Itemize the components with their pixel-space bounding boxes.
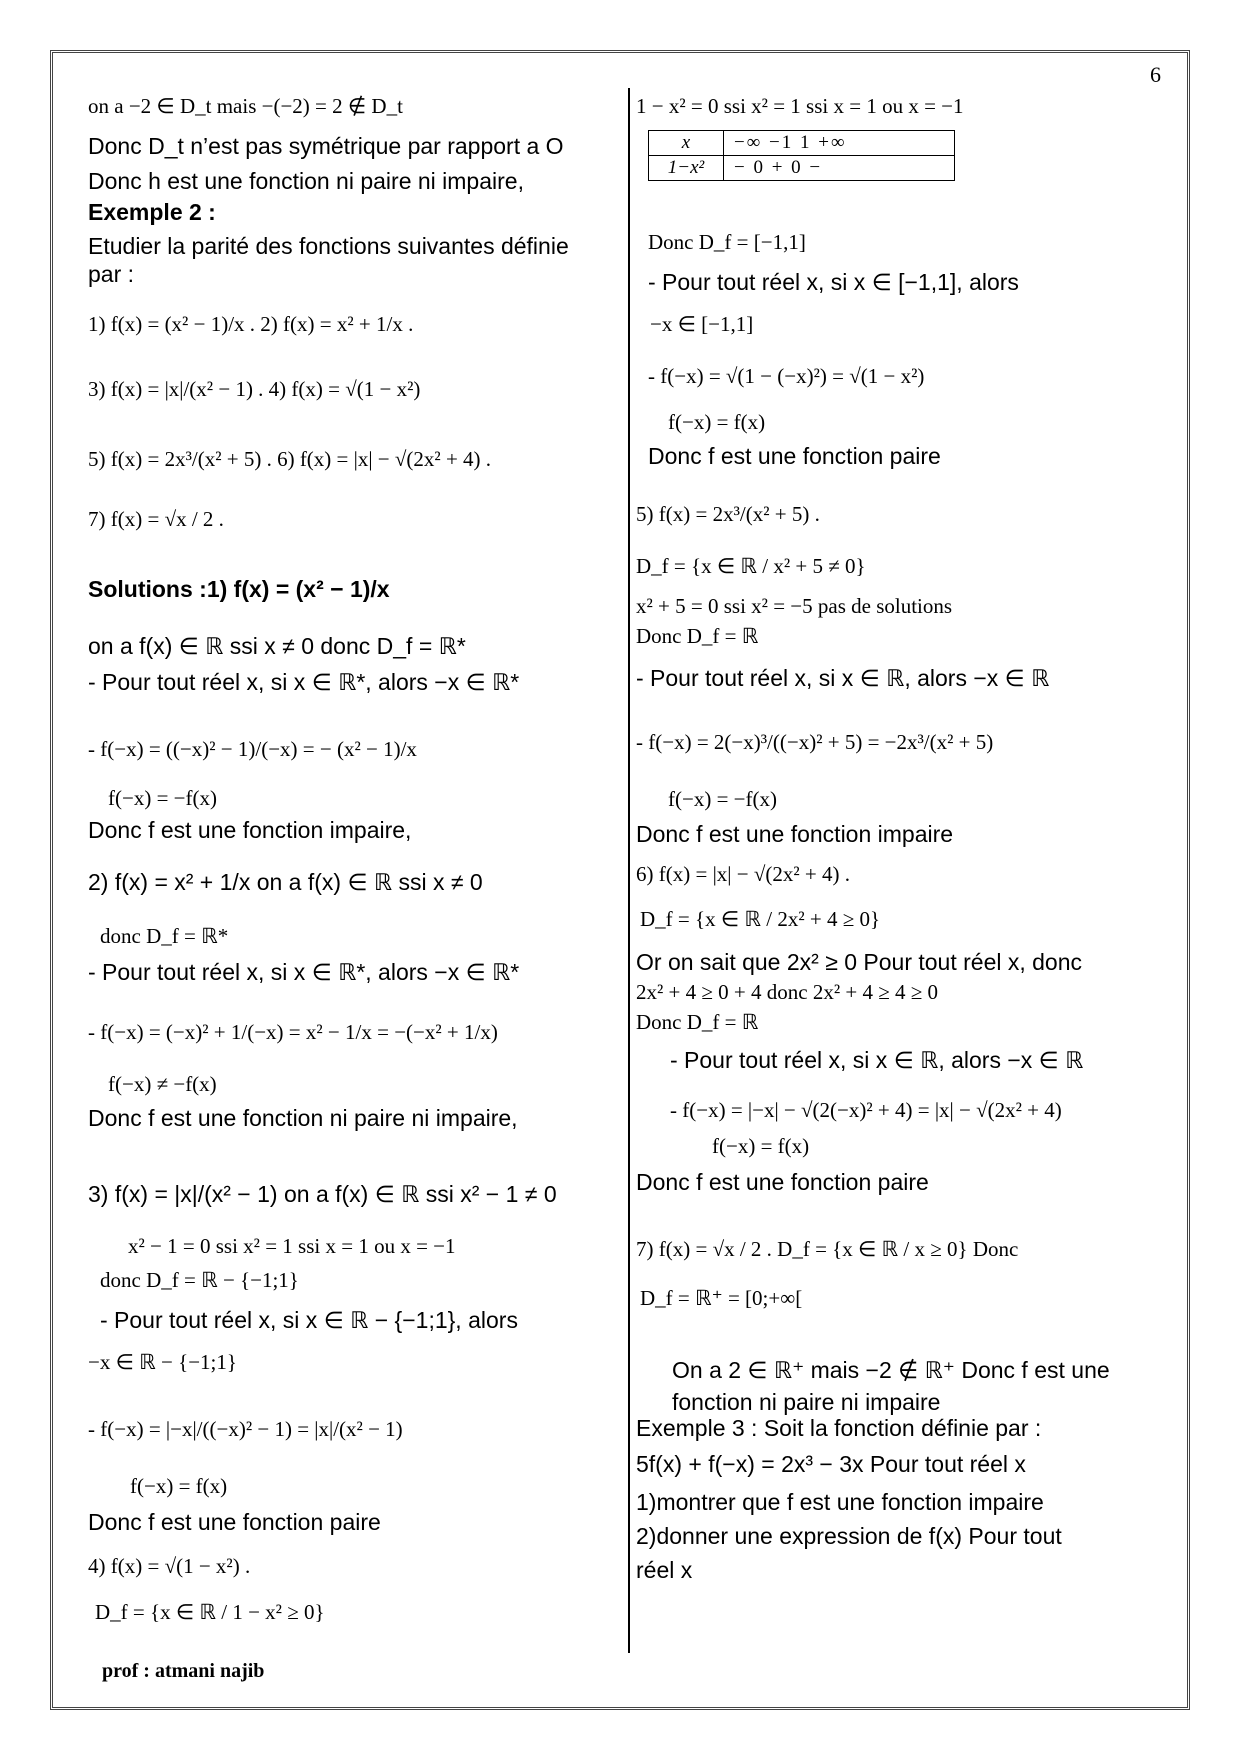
formula-line: donc D_f = ℝ* — [100, 924, 229, 948]
text-line: - Pour tout réel x, si x ∈ ℝ − {−1;1}, alors — [100, 1307, 518, 1333]
formula-line: f(−x) = f(x) — [130, 1474, 228, 1498]
formula-line: D_f = {x ∈ ℝ / 1 − x² ≥ 0} — [95, 1600, 325, 1624]
text-line: Donc f est une fonction paire — [88, 1509, 381, 1535]
formula-line: −x ∈ [−1,1] — [650, 312, 754, 336]
formula-line: 7) f(x) = √x / 2 . — [88, 507, 224, 531]
text-line: Donc f est une fonction ni paire ni impaire, — [88, 1105, 518, 1131]
formula-line: - f(−x) = |−x| − √(2(−x)² + 4) = |x| − √(2x² + 4) — [670, 1098, 1062, 1122]
text-line: on a f(x) ∈ ℝ ssi x ≠ 0 donc D_f = ℝ* — [88, 633, 466, 659]
text-line: - Pour tout réel x, si x ∈ ℝ*, alors −x ∈ ℝ* — [88, 669, 520, 695]
column-divider — [628, 88, 630, 1653]
formula-line: 1) f(x) = (x² − 1)/x . 2) f(x) = x² + 1/x . — [88, 312, 414, 336]
section-heading-line: Exemple 3 : Soit la fonction définie par : — [636, 1415, 1042, 1441]
formula-line: Donc D_f = [−1,1] — [648, 230, 806, 254]
sign-table — [648, 130, 955, 181]
text-line: On a 2 ∈ ℝ⁺ mais −2 ∉ ℝ⁺ Donc f est une — [672, 1357, 1110, 1383]
formula-line: 1 − x² = 0 ssi x² = 1 ssi x = 1 ou x = −1 — [636, 94, 964, 118]
formula-line: f(−x) = −f(x) — [668, 787, 777, 811]
text-line: - Pour tout réel x, si x ∈ ℝ, alors −x ∈ ℝ — [670, 1047, 1084, 1073]
text-line: fonction ni paire ni impaire — [672, 1389, 941, 1415]
formula-line: - f(−x) = √(1 − (−x)²) = √(1 − x²) — [648, 364, 925, 388]
formula-line: 6) f(x) = |x| − √(2x² + 4) . — [636, 862, 850, 886]
text-line: Donc f est une fonction impaire — [636, 821, 954, 847]
text-line: 5f(x) + f(−x) = 2x³ − 3x Pour tout réel x — [636, 1451, 1026, 1477]
text-line: - Pour tout réel x, si x ∈ ℝ*, alors −x ∈ ℝ* — [88, 959, 520, 985]
formula-line: 4) f(x) = √(1 − x²) . — [88, 1554, 251, 1578]
sign-table-signs: − 0 + 0 − — [724, 156, 955, 181]
formula-line: x² + 5 = 0 ssi x² = −5 pas de solutions — [636, 594, 953, 618]
formula-line: f(−x) = −f(x) — [108, 786, 217, 810]
text-line: Donc D_t n’est pas symétrique par rapport a O — [88, 133, 564, 159]
text-line: - Pour tout réel x, si x ∈ [−1,1], alors — [648, 269, 1019, 295]
sign-table-values: −∞ −1 1 +∞ — [724, 131, 955, 156]
formula-line: - f(−x) = 2(−x)³/((−x)² + 5) = −2x³/(x² + 5) — [636, 730, 994, 754]
formula-line: D_f = {x ∈ ℝ / x² + 5 ≠ 0} — [636, 554, 866, 578]
text-line: 2) f(x) = x² + 1/x on a f(x) ∈ ℝ ssi x ≠ 0 — [88, 869, 483, 895]
formula-line: D_f = {x ∈ ℝ / 2x² + 4 ≥ 0} — [640, 907, 881, 931]
formula-line: Donc D_f = ℝ — [636, 1010, 759, 1034]
formula-line: Donc D_f = ℝ — [636, 624, 759, 648]
text-line: Donc f est une fonction paire — [636, 1169, 929, 1195]
section-heading: Exemple 2 : — [88, 199, 216, 225]
section-heading: Solutions :1) f(x) = (x² − 1)/x — [88, 576, 390, 602]
text-line: - Pour tout réel x, si x ∈ ℝ, alors −x ∈ ℝ — [636, 665, 1050, 691]
formula-line: f(−x) ≠ −f(x) — [108, 1072, 217, 1096]
text-line: Donc f est une fonction paire — [648, 443, 941, 469]
formula-line: donc D_f = ℝ − {−1;1} — [100, 1268, 299, 1292]
text-line: par : — [88, 261, 135, 287]
sign-table-header: 1−x² — [649, 156, 724, 181]
text-line: Etudier la parité des fonctions suivantes définie — [88, 233, 569, 259]
page-number: 6 — [1150, 62, 1161, 87]
formula-line: f(−x) = f(x) — [712, 1134, 810, 1158]
footer-author: prof : atmani najib — [102, 1660, 265, 1682]
formula-line: 3) f(x) = |x|/(x² − 1) . 4) f(x) = √(1 − x²) — [88, 377, 421, 401]
text-line: 3) f(x) = |x|/(x² − 1) on a f(x) ∈ ℝ ssi x² − 1 ≠ 0 — [88, 1181, 557, 1207]
text-line: Or on sait que 2x² ≥ 0 Pour tout réel x, donc — [636, 949, 1083, 975]
formula-line: - f(−x) = |−x|/((−x)² − 1) = |x|/(x² − 1) — [88, 1417, 403, 1441]
formula-line: 7) f(x) = √x / 2 . D_f = {x ∈ ℝ / x ≥ 0} Donc — [636, 1237, 1019, 1261]
formula-line: - f(−x) = (−x)² + 1/(−x) = x² − 1/x = −(−x² + 1/x) — [88, 1020, 498, 1044]
text-line: 1)montrer que f est une fonction impaire — [636, 1489, 1044, 1515]
text-line: Donc h est une fonction ni paire ni impaire, — [88, 168, 524, 194]
text-line: réel x — [636, 1557, 693, 1583]
formula-line: 5) f(x) = 2x³/(x² + 5) . 6) f(x) = |x| − √(2x² + 4) . — [88, 447, 492, 471]
formula-line: D_f = ℝ⁺ = [0;+∞[ — [640, 1286, 803, 1310]
formula-line: - f(−x) = ((−x)² − 1)/(−x) = − (x² − 1)/x — [88, 737, 417, 761]
formula-line: 5) f(x) = 2x³/(x² + 5) . — [636, 502, 820, 526]
formula-line: 2x² + 4 ≥ 0 + 4 donc 2x² + 4 ≥ 4 ≥ 0 — [636, 980, 939, 1004]
text-line: on a −2 ∈ D_t mais −(−2) = 2 ∉ D_t — [88, 94, 403, 118]
text-line: 2)donner une expression de f(x) Pour tout — [636, 1523, 1062, 1549]
formula-line: −x ∈ ℝ − {−1;1} — [88, 1350, 237, 1374]
formula-line: f(−x) = f(x) — [668, 410, 766, 434]
formula-line: x² − 1 = 0 ssi x² = 1 ssi x = 1 ou x = −1 — [128, 1234, 456, 1258]
text-line: Donc f est une fonction impaire, — [88, 817, 412, 843]
sign-table-header: x — [649, 131, 724, 156]
